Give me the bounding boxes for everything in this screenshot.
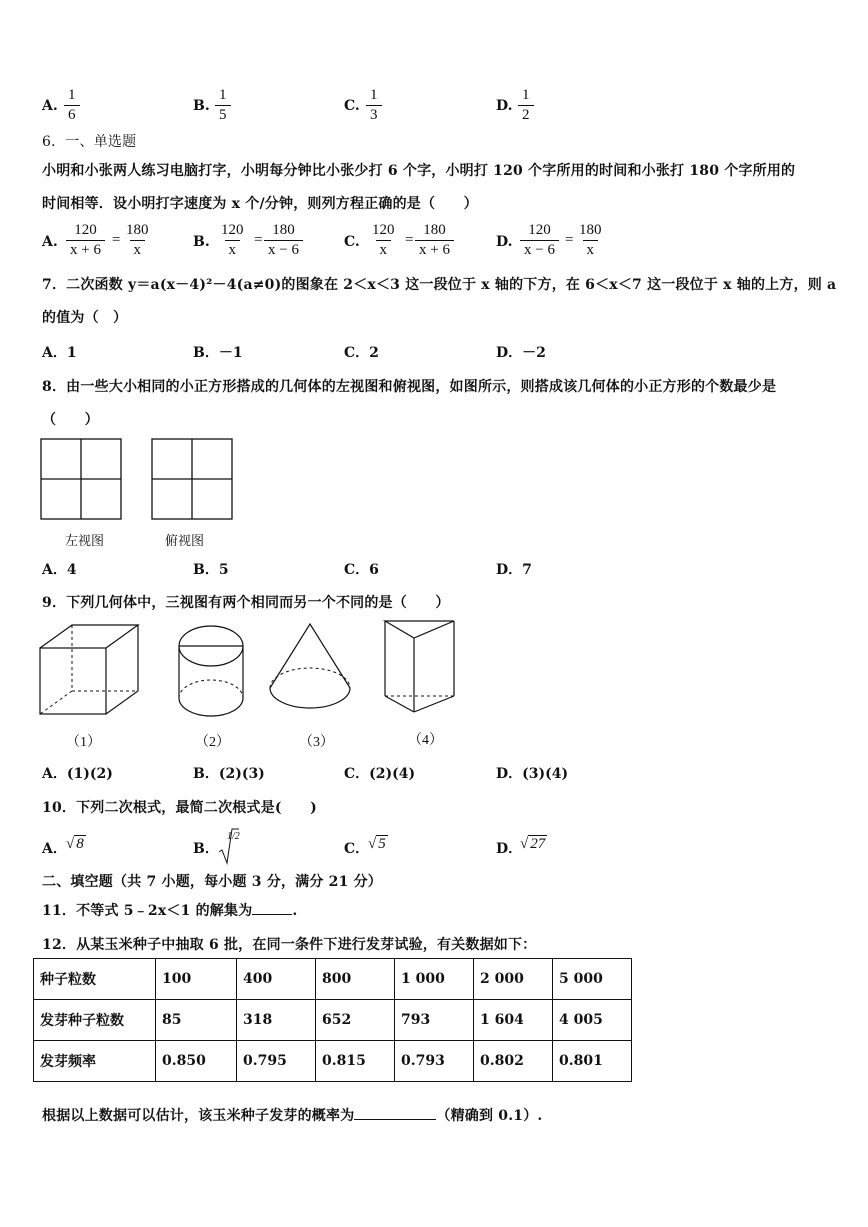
q9-option-d: D．(3)(4) — [496, 766, 569, 782]
table-cell: 1 604 — [474, 1000, 553, 1041]
cylinder-figure — [175, 622, 247, 720]
q5-option-b-label: B. — [193, 98, 210, 114]
table-cell: 2 000 — [474, 959, 553, 1000]
top-view-caption: 俯视图 — [165, 534, 205, 549]
cube-figure — [38, 622, 142, 718]
q6-option-c-equals: = — [405, 232, 414, 248]
q11-answer-blank — [252, 914, 292, 915]
q8-text-line2: （ ） — [42, 412, 99, 428]
q6-option-c-right: $\frac{180}{x + 6}$ — [415, 221, 454, 260]
q9-option-a: A．(1)(2) — [42, 766, 113, 782]
table-row — [34, 1000, 632, 1041]
q7-option-b: B．－1 — [193, 345, 243, 361]
table-cell: 652 — [316, 1000, 395, 1041]
table-cell: 4 005 — [553, 1000, 632, 1041]
q10-option-b-radicand: 1/2 — [227, 831, 240, 842]
figure-caption-1: （1） — [66, 735, 101, 750]
q8-option-b: B．5 — [193, 562, 229, 578]
q12-answer-blank — [354, 1119, 436, 1120]
table-cell: 0.815 — [316, 1041, 395, 1082]
q5-option-d-label: D. — [496, 98, 513, 114]
q11-period: . — [292, 903, 298, 919]
table-cell: 100 — [156, 959, 237, 1000]
table-cell: 0.801 — [553, 1041, 632, 1082]
table-cell: 种子粒数 — [34, 959, 156, 1000]
table-cell: 0.850 — [156, 1041, 237, 1082]
table-cell: 发芽种子粒数 — [34, 1000, 156, 1041]
q6-option-a-right: $\frac{180}{x}$ — [126, 222, 149, 258]
q6-option-a-left: $\frac{120}{x + 6}$ — [66, 221, 105, 260]
table-cell: 400 — [237, 959, 316, 1000]
q12-text: 12．从某玉米种子中抽取 6 批，在同一条件下进行发芽试验，有关数据如下： — [42, 937, 537, 953]
left-view-caption: 左视图 — [65, 534, 105, 549]
left-view-figure — [40, 438, 124, 522]
table-cell: 0.793 — [395, 1041, 474, 1082]
q5-option-b-fraction: $\frac{1}{5}$ — [215, 86, 231, 125]
q11-text — [42, 900, 297, 920]
table-cell: 0.795 — [237, 1041, 316, 1082]
q10-option-c-radical: √ 5 — [368, 836, 386, 852]
q6-option-c-left: $\frac{120}{x}$ — [372, 222, 395, 258]
q12-conclusion-stem: 根据以上数据可以估计，该玉米种子发芽的概率为 — [42, 1108, 355, 1124]
figure-caption-2: （2） — [195, 735, 230, 750]
q7-option-c: C．2 — [344, 345, 379, 361]
q6-option-d-label: D. — [496, 234, 513, 250]
q5-option-c-fraction: $\frac{1}{3}$ — [366, 86, 382, 125]
q6-option-a-equals: = — [112, 232, 121, 248]
q5-option-c-label: C. — [344, 98, 360, 114]
q10-option-d-label: D． — [496, 841, 523, 857]
q10-option-b-label: B． — [193, 841, 219, 857]
q10-text: 10．下列二次根式，最简二次根式是( ) — [42, 800, 317, 816]
table-cell: 1 000 — [395, 959, 474, 1000]
q5-option-a-fraction: $\frac{1}{6}$ — [64, 86, 80, 125]
table-cell: 发芽频率 — [34, 1041, 156, 1082]
q5-option-d-fraction: $\frac{1}{2}$ — [518, 86, 534, 125]
section2-heading: 二、填空题（共 7 小题，每小题 3 分，满分 21 分） — [42, 874, 383, 890]
q6-text-line1: 小明和小张两人练习电脑打字，小明每分钟比小张少打 6 个字，小明打 120 个字所用的时间和小张打 180 个字所用的 — [42, 163, 796, 179]
q6-heading: 6．一、单选题 — [42, 134, 137, 150]
q7-text-line1: 7．二次函数 y＝a(x－4)²－4(a≠0)的图象在 2＜x＜3 这一段位于 x 轴的下方，在 6＜x＜7 这一段位于 x 轴的上方，则 a — [42, 277, 837, 293]
q6-option-b-label: B. — [193, 234, 210, 250]
figure-caption-3: （3） — [299, 735, 334, 750]
table-cell: 793 — [395, 1000, 474, 1041]
table-row — [34, 1041, 632, 1082]
q8-text-line1: 8．由一些大小相同的小正方形搭成的几何体的左视图和俯视图，如图所示，则搭成该几何体的小正方形的个数最少是 — [42, 379, 777, 395]
q7-option-d: D．－2 — [496, 345, 546, 361]
table-cell: 318 — [237, 1000, 316, 1041]
table-cell: 85 — [156, 1000, 237, 1041]
table-cell: 0.802 — [474, 1041, 553, 1082]
q6-option-d-equals: = — [565, 232, 574, 248]
q10-option-a-label: A． — [42, 841, 67, 857]
q6-option-b-right: $\frac{180}{x - 6}$ — [264, 221, 303, 260]
q8-option-d: D．7 — [496, 562, 532, 578]
q5-option-a-label: A. — [42, 98, 58, 114]
q9-text: 9．下列几何体中，三视图有两个相同而另一个不同的是（ ） — [42, 595, 450, 611]
q8-option-a: A．4 — [42, 562, 77, 578]
q8-option-c: C．6 — [344, 562, 379, 578]
table-cell: 800 — [316, 959, 395, 1000]
table-row — [34, 959, 632, 1000]
figure-caption-4: （4） — [408, 733, 443, 748]
q10-option-d-radical: √ 27 — [520, 836, 546, 852]
q6-option-b-equals: = — [254, 232, 263, 248]
q9-option-c: C．(2)(4) — [344, 766, 416, 782]
q6-text-line2: 时间相等．设小明打字速度为 x 个/分钟，则列方程正确的是（ ） — [42, 196, 478, 212]
q12-conclusion-tail: （精确到 0.1）. — [436, 1108, 543, 1124]
q7-option-a: A．1 — [42, 345, 77, 361]
q6-option-b-left: $\frac{120}{x}$ — [221, 222, 244, 258]
q11-stem: 11．不等式 5﹣2x＜1 的解集为 — [42, 903, 253, 919]
q6-option-d-right: $\frac{180}{x}$ — [579, 222, 602, 258]
germination-table — [33, 958, 632, 1082]
q7-text-line2: 的值为（ ） — [42, 310, 128, 326]
q6-option-c-label: C. — [344, 234, 360, 250]
q6-option-d-left: $\frac{120}{x - 6}$ — [520, 221, 559, 260]
q10-option-c-label: C． — [344, 841, 370, 857]
q6-option-a-label: A. — [42, 234, 58, 250]
q9-option-b: B．(2)(3) — [193, 766, 265, 782]
q12-conclusion — [42, 1105, 543, 1125]
table-cell: 5 000 — [553, 959, 632, 1000]
prism-figure — [382, 618, 458, 716]
top-view-figure — [151, 438, 235, 522]
q10-option-a-radical: √ 8 — [66, 836, 84, 852]
cone-figure — [266, 622, 354, 714]
